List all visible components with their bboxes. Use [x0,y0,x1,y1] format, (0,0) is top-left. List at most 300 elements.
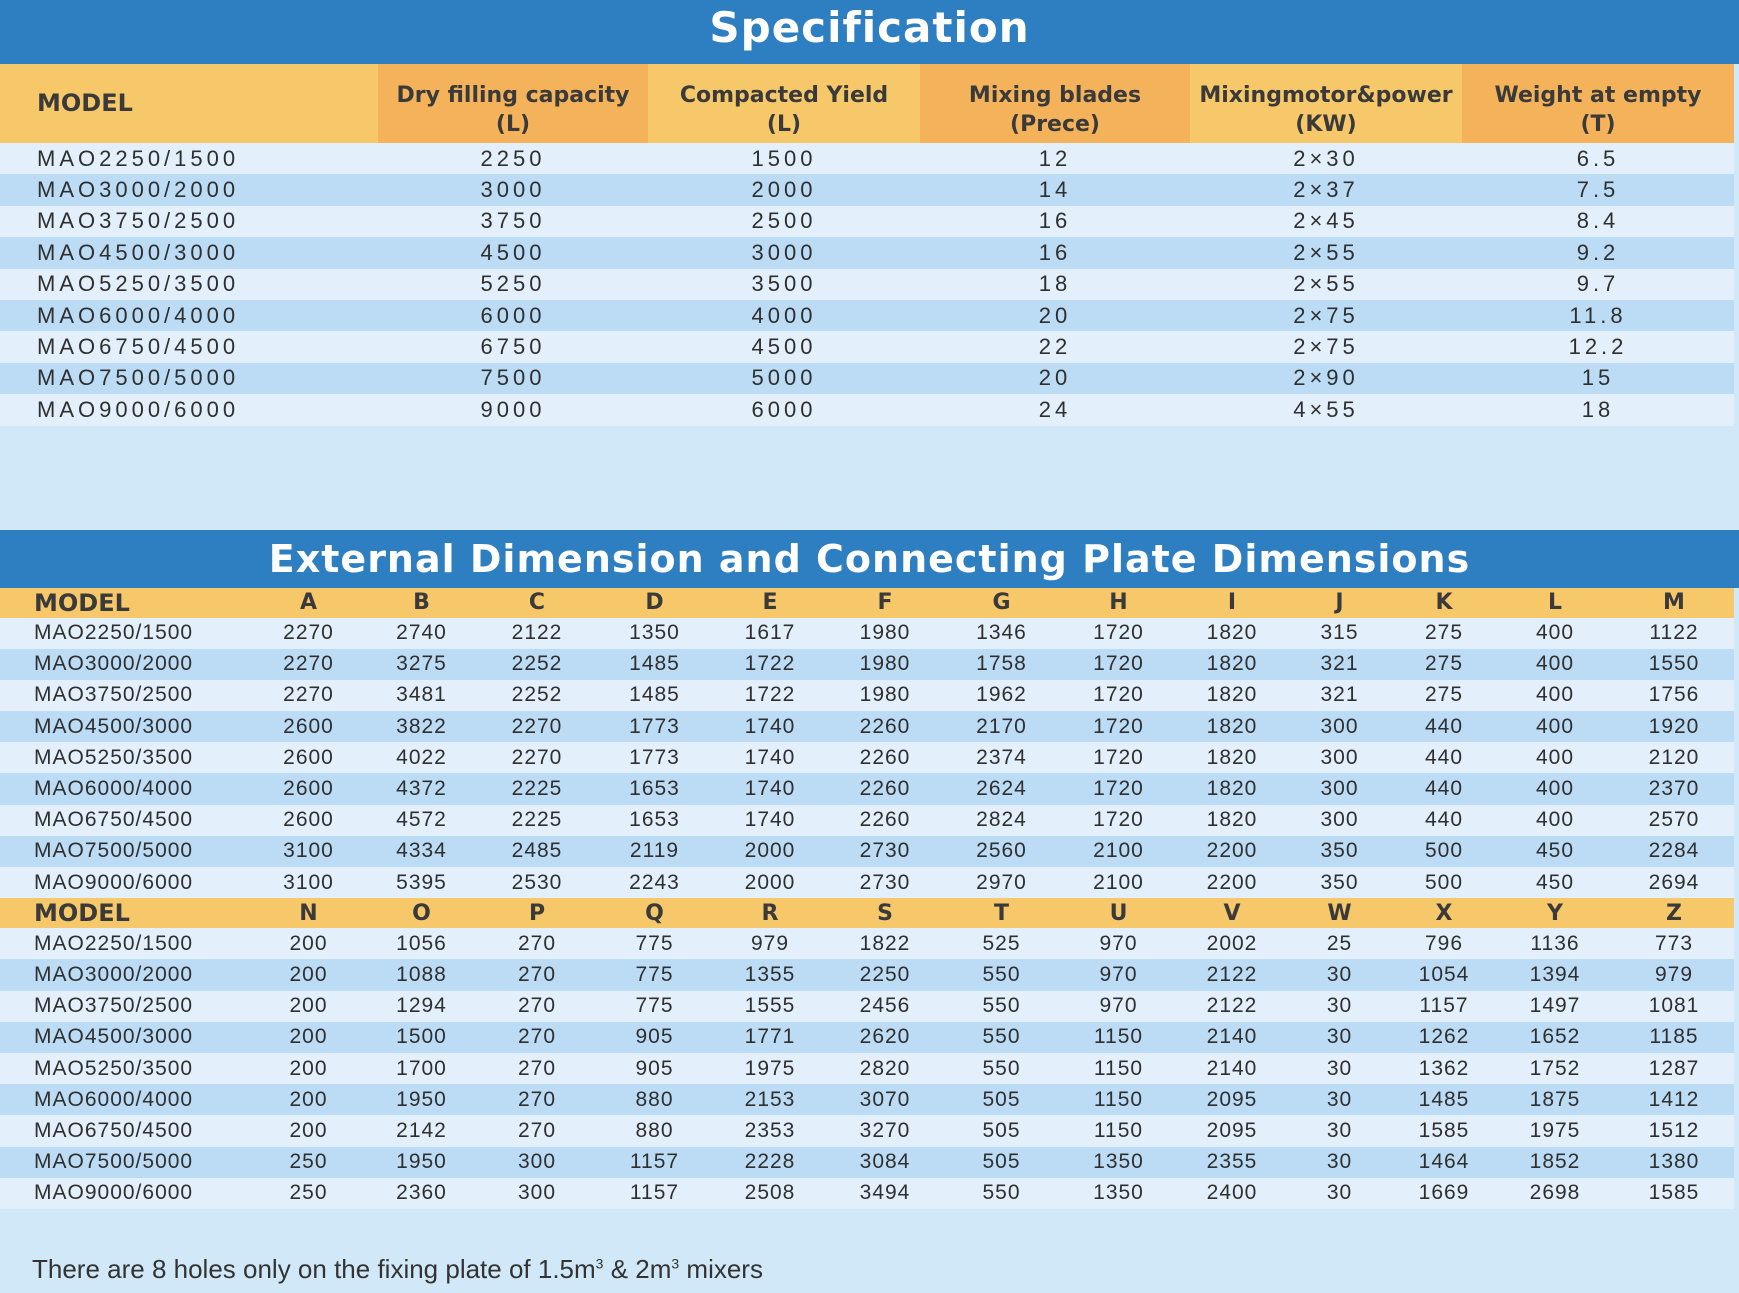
dimension-cell-value: 440 [1392,711,1496,742]
spec-cell-weight: 9.7 [1462,269,1734,300]
dimension-cell-value: 970 [1060,928,1177,959]
dimension-cell-model: MAO7500/5000 [0,836,252,867]
dimension-cell-value: 250 [252,1147,365,1178]
dimension-row [0,805,1734,836]
dimension-cell-value: 2400 [1177,1178,1287,1209]
dimension-cell-value: 2270 [478,742,596,773]
dimension-cell-value: 1700 [365,1053,478,1084]
dimension-cell-value: 2002 [1177,928,1287,959]
dimension-cell-value: 30 [1287,1022,1392,1053]
dimension-cell-value: 1756 [1614,680,1734,711]
spec-cell-weight: 8.4 [1462,206,1734,237]
spec-cell-model: MAO5250/3500 [0,269,378,300]
dimension-cell-value: 1720 [1060,711,1177,742]
dimension-cell-value: 2122 [1177,959,1287,990]
dimension-cell-value: 1962 [943,680,1060,711]
footnote: There are 8 holes only on the fixing plate of $1.5m^3$ & $2m^3$ mixers [32,1254,763,1284]
dimension-cell-model: MAO4500/3000 [0,711,252,742]
dimension-header-letter: B [365,588,478,618]
dimension-cell-value: 2600 [252,711,365,742]
dimension-cell-value: 2250 [827,959,943,990]
dimension-cell-value: 2600 [252,773,365,804]
dimension-cell-value: 3275 [365,649,478,680]
dimension-cell-value: 1585 [1614,1178,1734,1209]
dimension-cell-value: 275 [1392,680,1496,711]
spec-header-mixing-blades: Mixing blades (Prece) [920,64,1190,143]
dimension-cell-value: 2122 [1177,991,1287,1022]
dimension-cell-value: 300 [1287,773,1392,804]
dimension-cell-value: 1412 [1614,1084,1734,1115]
dimension-cell-value: 1773 [596,742,713,773]
dimension-cell-model: MAO3750/2500 [0,680,252,711]
dimension-cell-value: 2095 [1177,1115,1287,1146]
dimension-cell-value: 1653 [596,805,713,836]
dimension-cell-value: 979 [1614,959,1734,990]
dimension-cell-value: 1980 [827,680,943,711]
dimension-cell-value: 300 [478,1147,596,1178]
spec-cell-weight: 7.5 [1462,174,1734,205]
dimension-cell-value: 1980 [827,618,943,649]
dimension-cell-value: 1950 [365,1084,478,1115]
dimension-cell-value: 2600 [252,805,365,836]
dimension-cell-value: 30 [1287,1115,1392,1146]
dimension-cell-value: 1975 [713,1053,827,1084]
dimension-cell-value: 2740 [365,618,478,649]
spec-cell-mixing-blades: 16 [920,237,1190,268]
dimension-cell-value: 270 [478,991,596,1022]
dimension-cell-model: MAO2250/1500 [0,928,252,959]
dimension-cell-value: 2270 [252,649,365,680]
spec-cell-weight: 9.2 [1462,237,1734,268]
dimension-cell-value: 970 [1060,959,1177,990]
dimension-cell-value: 2508 [713,1178,827,1209]
spec-cell-weight: 12.2 [1462,331,1734,362]
dimension-cell-value: 2000 [713,836,827,867]
dimension-cell-value: 1585 [1392,1115,1496,1146]
dimension-cell-value: 1722 [713,680,827,711]
dimension-row [0,959,1734,990]
dimension-cell-value: 1122 [1614,618,1734,649]
dimension-cell-value: 1950 [365,1147,478,1178]
spec-cell-model: MAO7500/5000 [0,363,378,394]
dimension-cell-value: 3481 [365,680,478,711]
dimension-header-letter: D [596,588,713,618]
spec-cell-dry-filling: 9000 [378,394,648,425]
dimension-header-letter: K [1392,588,1496,618]
dimension-header-letter: F [827,588,943,618]
dimension-cell-value: 2620 [827,1022,943,1053]
spec-cell-compacted-yield: 3500 [648,269,920,300]
dimension-cell-value: 200 [252,959,365,990]
dimension-cell-value: 1820 [1177,680,1287,711]
dimension-cell-value: 1157 [1392,991,1496,1022]
spec-cell-weight: 15 [1462,363,1734,394]
dimension-cell-value: 3822 [365,711,478,742]
spec-cell-motor-power: 2×75 [1190,331,1462,362]
dimension-cell-value: 1722 [713,649,827,680]
dimension-cell-value: 250 [252,1178,365,1209]
dimension-cell-value: 550 [943,959,1060,990]
dimension-row [0,1115,1734,1146]
dimension-cell-model: MAO6000/4000 [0,1084,252,1115]
spec-row [0,237,1734,268]
dimension-header-letter: Q [596,898,713,928]
dimension-cell-model: MAO3750/2500 [0,991,252,1022]
spec-row [0,174,1734,205]
dimension-cell-value: 2228 [713,1147,827,1178]
dimension-cell-value: 2225 [478,805,596,836]
spec-row [0,206,1734,237]
dimension-cell-value: 1820 [1177,742,1287,773]
dimension-header-model: MODEL [0,898,252,928]
dimension-cell-value: 2252 [478,680,596,711]
dimension-cell-value: 2284 [1614,836,1734,867]
dimension-header-letter: O [365,898,478,928]
dimension-cell-value: 970 [1060,991,1177,1022]
spec-cell-dry-filling: 5250 [378,269,648,300]
dimension-cell-value: 2698 [1496,1178,1614,1209]
dimension-cell-model: MAO7500/5000 [0,1147,252,1178]
dimension-cell-value: 2122 [478,618,596,649]
dimension-cell-model: MAO4500/3000 [0,1022,252,1053]
dimension-cell-value: 2119 [596,836,713,867]
dimension-cell-value: 30 [1287,959,1392,990]
dimension-cell-value: 200 [252,991,365,1022]
spec-cell-model: MAO2250/1500 [0,143,378,174]
dimension-cell-model: MAO5250/3500 [0,1053,252,1084]
dimension-cell-value: 2730 [827,867,943,898]
dimension-header-letter: R [713,898,827,928]
dimension-row [0,836,1734,867]
dimension-cell-value: 1350 [1060,1178,1177,1209]
dimension-header-model: MODEL [0,588,252,618]
dimension-cell-value: 1555 [713,991,827,1022]
dimension-header-letter: H [1060,588,1177,618]
dimension-cell-value: 400 [1496,711,1614,742]
dimension-cell-value: 30 [1287,1178,1392,1209]
spec-cell-compacted-yield: 2000 [648,174,920,205]
dimension-cell-value: 321 [1287,649,1392,680]
spec-cell-mixing-blades: 16 [920,206,1190,237]
dimension-cell-value: 2225 [478,773,596,804]
dimension-cell-value: 1350 [1060,1147,1177,1178]
dimension-cell-value: 30 [1287,1147,1392,1178]
spec-cell-compacted-yield: 4000 [648,300,920,331]
dimension-cell-value: 300 [478,1178,596,1209]
dimension-cell-value: 3084 [827,1147,943,1178]
dimension-cell-value: 1820 [1177,649,1287,680]
dimension-cell-value: 1669 [1392,1178,1496,1209]
dimension-cell-value: 270 [478,928,596,959]
spec-cell-mixing-blades: 24 [920,394,1190,425]
dimension-cell-value: 2485 [478,836,596,867]
dimension-cell-value: 450 [1496,867,1614,898]
dimension-cell-model: MAO9000/6000 [0,867,252,898]
dimension-cell-value: 1157 [596,1178,713,1209]
dimension-cell-value: 30 [1287,1084,1392,1115]
dimension-header-letter: A [252,588,365,618]
dimension-cell-value: 440 [1392,805,1496,836]
dimension-cell-value: 2730 [827,836,943,867]
spec-cell-model: MAO4500/3000 [0,237,378,268]
spec-cell-mixing-blades: 14 [920,174,1190,205]
dimension-cell-value: 1720 [1060,742,1177,773]
dimension-cell-value: 1820 [1177,618,1287,649]
spec-cell-compacted-yield: 4500 [648,331,920,362]
dimension-row [0,1147,1734,1178]
dimension-row [0,1053,1734,1084]
dimension-cell-model: MAO3000/2000 [0,959,252,990]
dimension-cell-value: 2355 [1177,1147,1287,1178]
spec-cell-model: MAO9000/6000 [0,394,378,425]
dimension-cell-value: 270 [478,1022,596,1053]
dimension-cell-value: 1771 [713,1022,827,1053]
spec-cell-mixing-blades: 22 [920,331,1190,362]
dimension-cell-value: 1740 [713,711,827,742]
dimension-cell-value: 2270 [252,618,365,649]
spec-cell-motor-power: 2×90 [1190,363,1462,394]
dimension-cell-value: 350 [1287,867,1392,898]
dimension-cell-value: 2153 [713,1084,827,1115]
dimension-cell-value: 1740 [713,773,827,804]
dimension-header-letter: P [478,898,596,928]
dimension-cell-value: 1287 [1614,1053,1734,1084]
dimension-row [0,680,1734,711]
dimension-cell-value: 275 [1392,618,1496,649]
spec-cell-motor-power: 2×75 [1190,300,1462,331]
dimension-row [0,711,1734,742]
dimension-cell-value: 1054 [1392,959,1496,990]
dimension-cell-value: 1820 [1177,711,1287,742]
dimension-cell-value: 2260 [827,805,943,836]
dimension-header-letter: M [1614,588,1734,618]
dimension-cell-model: MAO6750/4500 [0,805,252,836]
dimension-cell-value: 2560 [943,836,1060,867]
dimension-cell-value: 2624 [943,773,1060,804]
dimension-cell-model: MAO5250/3500 [0,742,252,773]
dimension-cell-value: 1617 [713,618,827,649]
spec-cell-compacted-yield: 5000 [648,363,920,394]
dimension-cell-value: 1088 [365,959,478,990]
dimension-cell-value: 1294 [365,991,478,1022]
dimension-cell-value: 2120 [1614,742,1734,773]
dimension-cell-value: 1720 [1060,680,1177,711]
dimension-row [0,991,1734,1022]
spec-header-compacted-yield: Compacted Yield (L) [648,64,920,143]
dimension-cell-value: 550 [943,1022,1060,1053]
dimension-cell-value: 1773 [596,711,713,742]
dimension-cell-value: 1820 [1177,773,1287,804]
dimension-cell-value: 1720 [1060,618,1177,649]
dimension-cell-value: 1875 [1496,1084,1614,1115]
dimension-cell-value: 270 [478,1053,596,1084]
dimension-cell-value: 1980 [827,649,943,680]
dimension-cell-value: 2140 [1177,1053,1287,1084]
dimension-cell-value: 1920 [1614,711,1734,742]
dimension-cell-value: 1464 [1392,1147,1496,1178]
dimension-cell-value: 2252 [478,649,596,680]
dimension-cell-model: MAO6000/4000 [0,773,252,804]
dimension-cell-value: 1081 [1614,991,1734,1022]
spec-cell-dry-filling: 7500 [378,363,648,394]
dimension-cell-value: 350 [1287,836,1392,867]
dimension-cell-value: 4022 [365,742,478,773]
spec-cell-dry-filling: 3750 [378,206,648,237]
dimension-cell-value: 2970 [943,867,1060,898]
dimension-cell-value: 1157 [596,1147,713,1178]
dimension-cell-value: 270 [478,1084,596,1115]
dimension-row [0,773,1734,804]
dimension-cell-value: 1150 [1060,1022,1177,1053]
dimension-cell-value: 30 [1287,991,1392,1022]
dimension-cell-value: 1136 [1496,928,1614,959]
dimension-cell-value: 440 [1392,742,1496,773]
dimension-cell-value: 505 [943,1115,1060,1146]
dimension-cell-value: 775 [596,928,713,959]
dimension-header-row [0,588,1734,618]
dimension-cell-value: 1822 [827,928,943,959]
dimension-cell-value: 880 [596,1115,713,1146]
dimension-cell-value: 1500 [365,1022,478,1053]
spec-cell-motor-power: 2×55 [1190,269,1462,300]
dimension-cell-value: 3070 [827,1084,943,1115]
spec-cell-mixing-blades: 20 [920,300,1190,331]
dimension-row [0,1084,1734,1115]
dimension-cell-value: 1512 [1614,1115,1734,1146]
dimension-row [0,867,1734,898]
dimension-cell-value: 400 [1496,649,1614,680]
spec-cell-model: MAO3000/2000 [0,174,378,205]
dimension-cell-value: 2270 [252,680,365,711]
spec-cell-mixing-blades: 20 [920,363,1190,394]
dimension-cell-value: 2824 [943,805,1060,836]
spec-cell-weight: 11.8 [1462,300,1734,331]
dimension-row [0,649,1734,680]
dimension-cell-value: 2000 [713,867,827,898]
spec-header-model: MODEL [0,64,378,143]
spec-row [0,143,1734,174]
dimension-cell-value: 400 [1496,773,1614,804]
dimensions-table [0,588,1734,1209]
dimension-cell-value: 1485 [1392,1084,1496,1115]
dimension-cell-value: 400 [1496,742,1614,773]
spec-row [0,300,1734,331]
dimension-cell-value: 500 [1392,836,1496,867]
dimension-cell-value: 2100 [1060,867,1177,898]
spec-header-dry-filling: Dry filling capacity (L) [378,64,648,143]
dimension-cell-value: 275 [1392,649,1496,680]
dimension-cell-model: MAO3000/2000 [0,649,252,680]
dimension-row [0,618,1734,649]
dimension-cell-value: 2360 [365,1178,478,1209]
dimension-cell-value: 550 [943,1178,1060,1209]
dimension-cell-value: 200 [252,1053,365,1084]
dimension-cell-value: 1150 [1060,1084,1177,1115]
dimension-cell-value: 525 [943,928,1060,959]
dimension-cell-value: 2260 [827,742,943,773]
dimension-cell-value: 200 [252,928,365,959]
dimension-cell-value: 1380 [1614,1147,1734,1178]
dimension-cell-value: 1740 [713,805,827,836]
dimension-cell-value: 2370 [1614,773,1734,804]
spec-header-motor-power: Mixingmotor&power (KW) [1190,64,1462,143]
spec-cell-motor-power: 2×45 [1190,206,1462,237]
dimension-row [0,742,1734,773]
dimension-cell-value: 2530 [478,867,596,898]
dimension-cell-value: 1485 [596,649,713,680]
spec-cell-weight: 18 [1462,394,1734,425]
dimension-cell-value: 905 [596,1053,713,1084]
dimension-cell-value: 400 [1496,805,1614,836]
dimension-cell-value: 321 [1287,680,1392,711]
dimension-header-letter: W [1287,898,1392,928]
dimension-cell-value: 1852 [1496,1147,1614,1178]
dimension-row [0,928,1734,959]
dimension-cell-value: 400 [1496,680,1614,711]
dimension-row [0,1022,1734,1053]
dimension-cell-value: 1653 [596,773,713,804]
spec-cell-dry-filling: 3000 [378,174,648,205]
dimension-cell-value: 200 [252,1022,365,1053]
dimension-cell-value: 2456 [827,991,943,1022]
dimension-cell-value: 2260 [827,711,943,742]
dimension-cell-value: 2694 [1614,867,1734,898]
dimension-header-letter: N [252,898,365,928]
dimension-header-letter: Z [1614,898,1734,928]
dimension-cell-value: 300 [1287,742,1392,773]
dimension-cell-value: 1362 [1392,1053,1496,1084]
dimension-header-letter: C [478,588,596,618]
dimension-cell-value: 4572 [365,805,478,836]
dimension-cell-value: 4372 [365,773,478,804]
spec-cell-dry-filling: 4500 [378,237,648,268]
dimension-cell-value: 2095 [1177,1084,1287,1115]
dimension-cell-value: 1758 [943,649,1060,680]
spec-cell-compacted-yield: 6000 [648,394,920,425]
spec-cell-model: MAO6750/4500 [0,331,378,362]
dimension-cell-value: 1394 [1496,959,1614,990]
dimension-cell-value: 1497 [1496,991,1614,1022]
dimension-cell-value: 2170 [943,711,1060,742]
spec-cell-compacted-yield: 2500 [648,206,920,237]
dimension-cell-value: 2820 [827,1053,943,1084]
spec-cell-compacted-yield: 3000 [648,237,920,268]
dimension-cell-value: 505 [943,1147,1060,1178]
dimension-cell-value: 3100 [252,836,365,867]
dimension-cell-value: 315 [1287,618,1392,649]
spec-row [0,331,1734,362]
dimension-cell-value: 440 [1392,773,1496,804]
specification-title: Specification [0,0,1739,64]
dimension-cell-value: 450 [1496,836,1614,867]
dimension-header-letter: I [1177,588,1287,618]
dimension-header-letter: J [1287,588,1392,618]
spec-cell-weight: 6.5 [1462,143,1734,174]
dimension-cell-value: 400 [1496,618,1614,649]
dimension-cell-value: 1550 [1614,649,1734,680]
dimension-cell-value: 2142 [365,1115,478,1146]
dimension-header-row [0,898,1734,928]
dimension-cell-value: 773 [1614,928,1734,959]
dimension-cell-value: 1150 [1060,1115,1177,1146]
dimension-cell-value: 1975 [1496,1115,1614,1146]
dimension-cell-value: 1720 [1060,773,1177,804]
spec-cell-compacted-yield: 1500 [648,143,920,174]
dimension-cell-value: 3100 [252,867,365,898]
dimension-cell-value: 505 [943,1084,1060,1115]
dimension-cell-value: 30 [1287,1053,1392,1084]
dimension-cell-value: 1652 [1496,1022,1614,1053]
